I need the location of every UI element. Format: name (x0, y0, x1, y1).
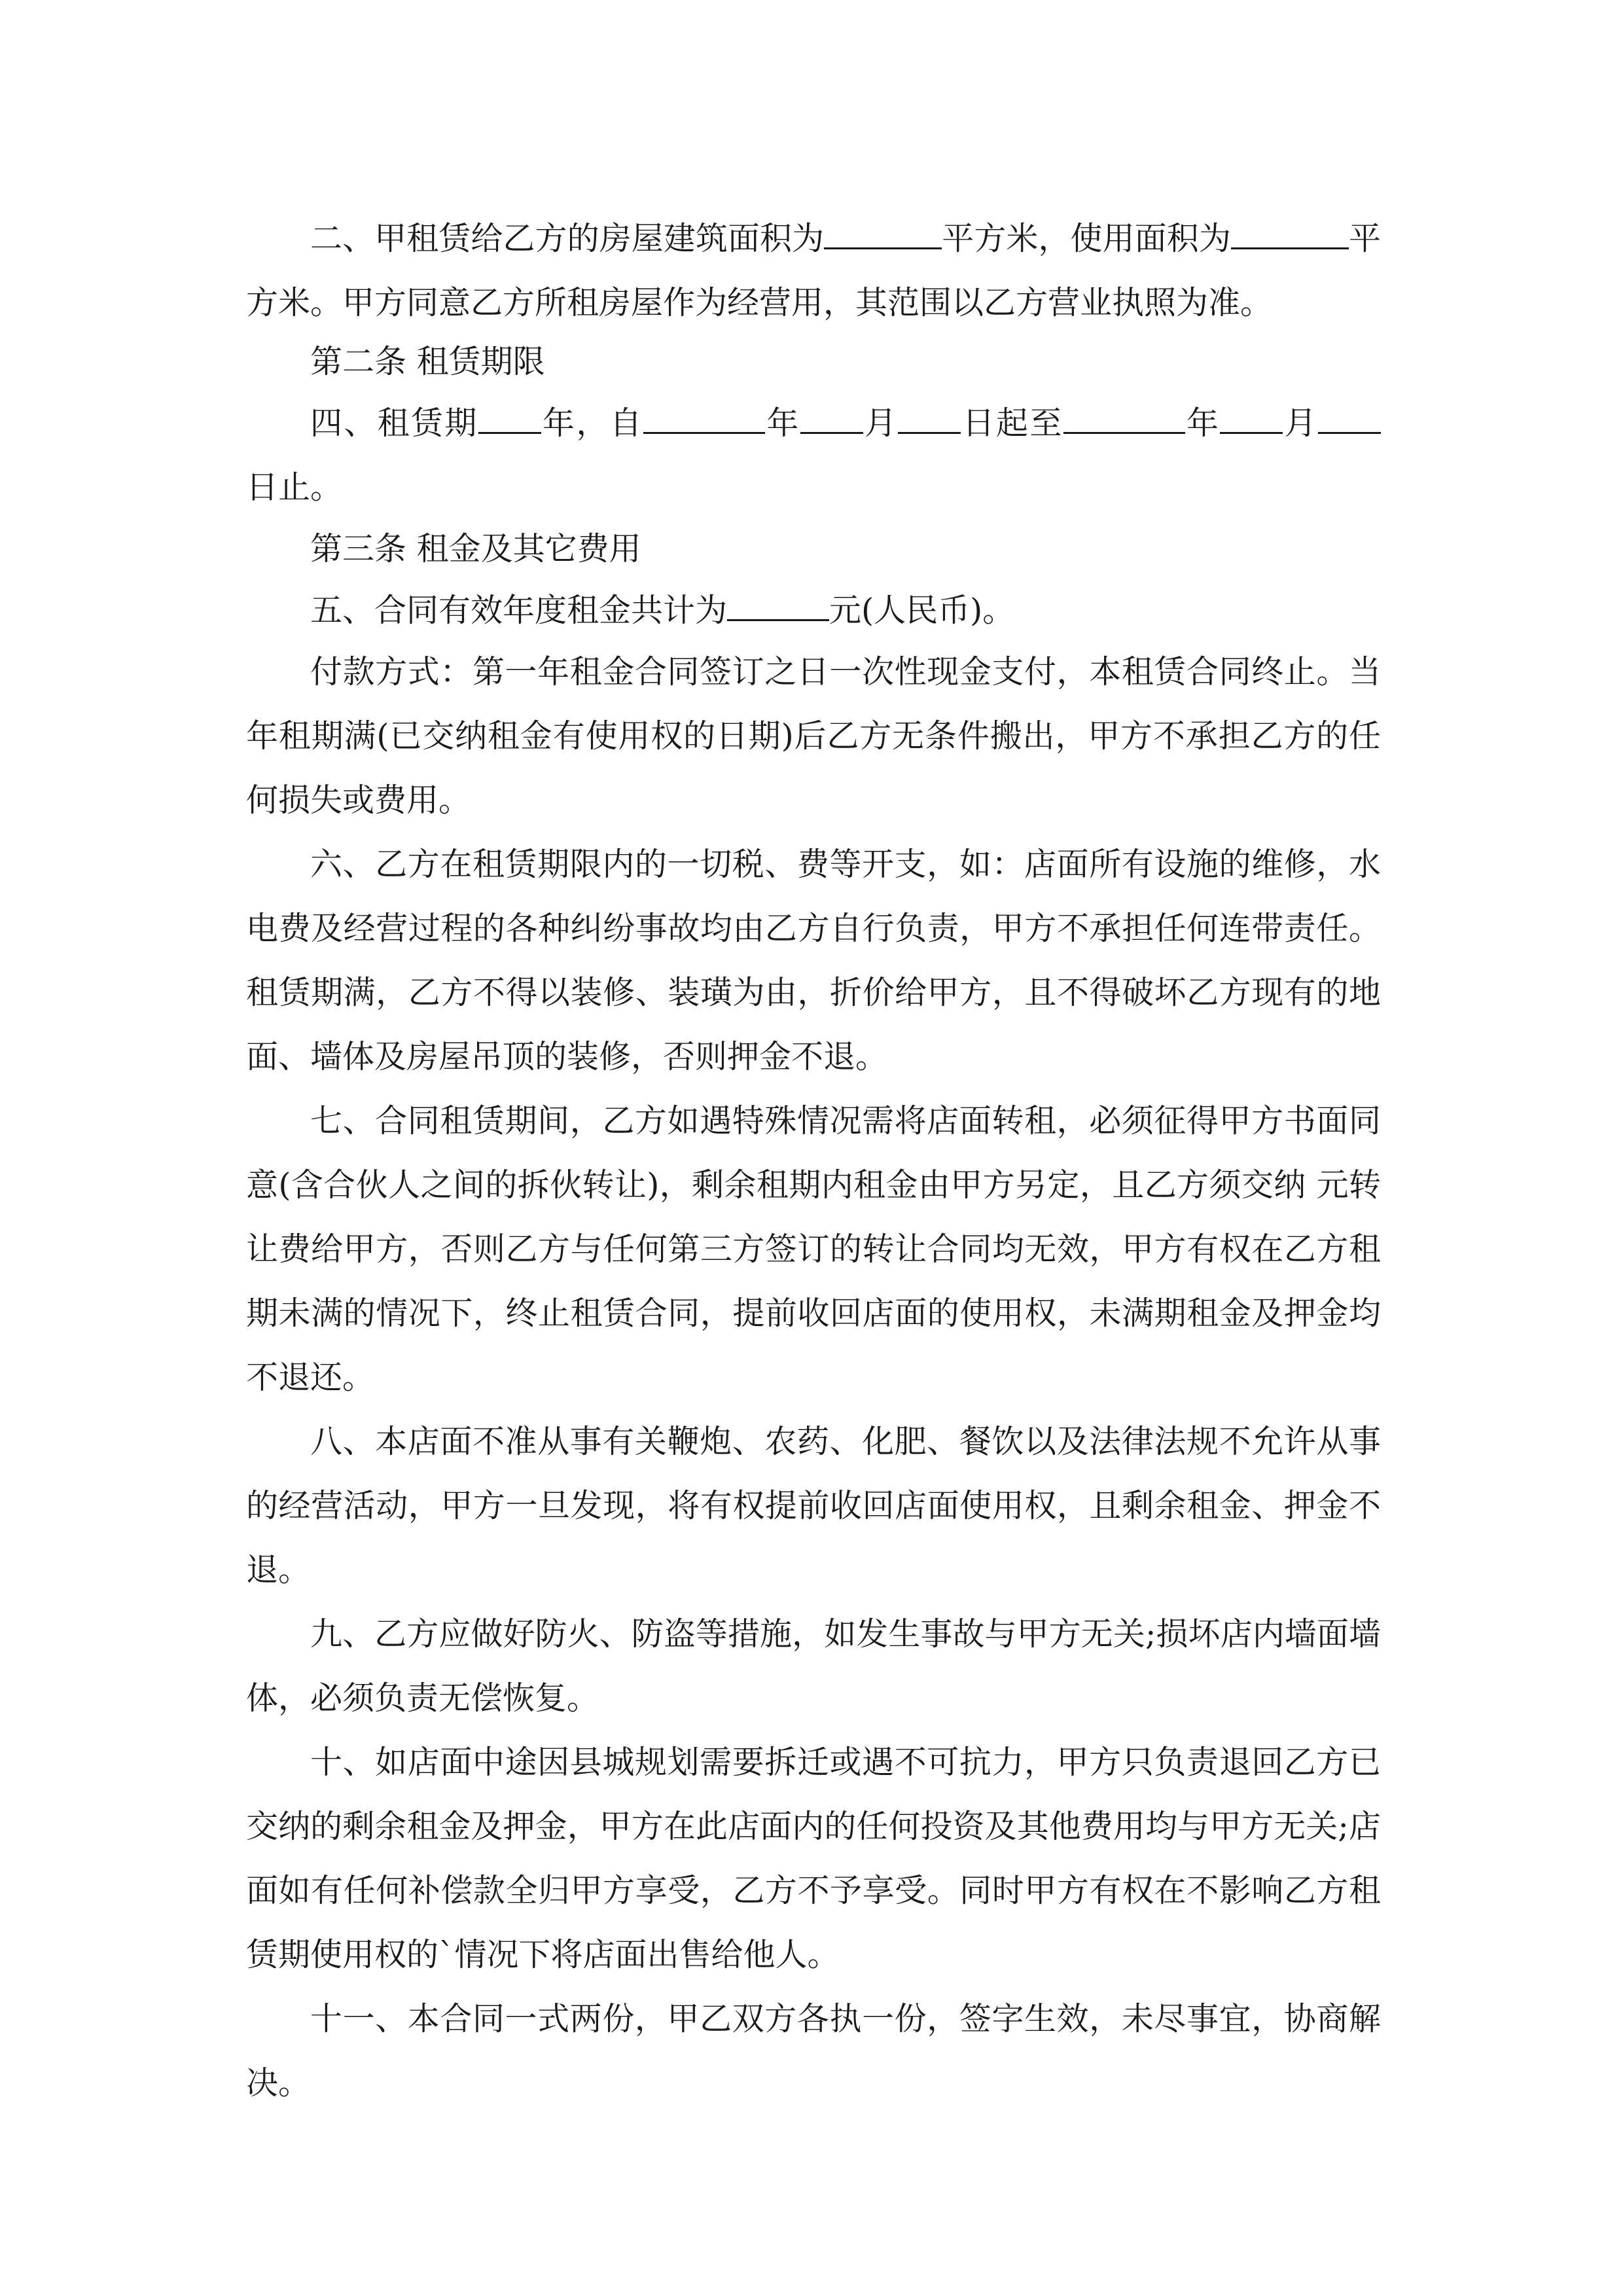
clause-2-text-b: 平方米，使用面积为 (942, 220, 1231, 257)
blank-end-day (1318, 403, 1381, 434)
clause-9: 九、乙方应做好防火、防盗等措施，如发生事故与甲方无关;损坏店内墙面墙体，必须负责无偿恢复。 (246, 1615, 1381, 1717)
clause-2-area (246, 207, 1381, 335)
clause-8: 八、本店面不准从事有关鞭炮、农药、化肥、餐饮以及法律法规不允许从事的经营活动，甲方一旦发现，将有权提前收回店面使用权，且剩余租金、押金不退。 (246, 1423, 1381, 1588)
clause-4-text-d: 月 (863, 404, 899, 442)
blank-start-day (898, 403, 961, 434)
clause-4-text-f: 年 (1185, 404, 1221, 442)
blank-start-year (643, 403, 765, 434)
clause-2-text-a: 二、甲租赁给乙方的房屋建筑面积为 (310, 220, 825, 257)
blank-rent-amount (727, 590, 829, 621)
blank-end-year (1063, 403, 1185, 434)
clause-4-text-c: 年 (764, 404, 800, 442)
clause-4-term (246, 391, 1381, 520)
blank-term-years (478, 403, 541, 434)
clause-4-text-h: 日止。 (246, 469, 343, 506)
clause-5-text-a: 五、合同有效年度租金共计为 (310, 592, 728, 629)
clause-10: 十、如店面中途因县城规划需要拆迁或遇不可抗力，甲方只负责退回乙方已交纳的剩余租金及押金，甲方在此店面内的任何投资及其他费用均与甲方无关;店面如有任何补偿款全归甲方享受，乙方不予享受。同时甲方有权在不影响乙方租赁期使用权的`情况下将店面出售给他人。 (246, 1744, 1381, 1973)
contract-page (246, 196, 1381, 2115)
payment-method: 付款方式：第一年租金合同签订之日一次性现金支付，本租赁合同终止。当年租期满(已交纳租金有使用权的日期)后乙方无条件搬出，甲方不承担乙方的任何损失或费用。 (246, 653, 1382, 819)
article-2-heading: 第二条 租赁期限 (310, 343, 545, 380)
clause-4-text-a: 四、租赁期 (310, 404, 478, 442)
blank-start-month (800, 403, 863, 434)
blank-usable-area (1231, 219, 1349, 249)
blank-end-month (1220, 403, 1283, 434)
clause-2-text-c: 平方米。甲方同意乙方所租房屋作为经营用，其范围以乙方营业执照为准。 (246, 220, 1381, 321)
clause-5-rent (246, 579, 1381, 643)
article-3-heading: 第三条 租金及其它费用 (310, 530, 641, 567)
clause-4-text-b: 年，自 (541, 404, 643, 442)
blank-building-area (824, 219, 942, 249)
clause-5-text-b: 元(人民币)。 (829, 592, 1015, 629)
clause-4-text-e: 日起至 (961, 404, 1063, 442)
clause-6: 六、乙方在租赁期限内的一切税、费等开支，如：店面所有设施的维修，水电费及经营过程的各种纠纷事故均由乙方自行负责，甲方不承担任何连带责任。租赁期满，乙方不得以装修、装璜为由，折价给甲方，且不得破坏乙方现有的地面、墙体及房屋吊顶的装修，否则押金不退。 (246, 846, 1381, 1075)
clause-7: 七、合同租赁期间，乙方如遇特殊情况需将店面转租，必须征得甲方书面同意(含合伙人之间的拆伙转让)，剩余租期内租金由甲方另定，且乙方须交纳 元转让费给甲方，否则乙方与任何第三方签订的转让合同均无效，甲方有权在乙方租期未满的情况下，终止租赁合同，提前收回店面的使用权，未满期租金及押金均不退还。 (246, 1102, 1381, 1396)
clause-4-text-g: 月 (1283, 404, 1318, 442)
clause-11: 十一、本合同一式两份，甲乙双方各执一份，签字生效，未尽事宜，协商解决。 (246, 2000, 1381, 2102)
